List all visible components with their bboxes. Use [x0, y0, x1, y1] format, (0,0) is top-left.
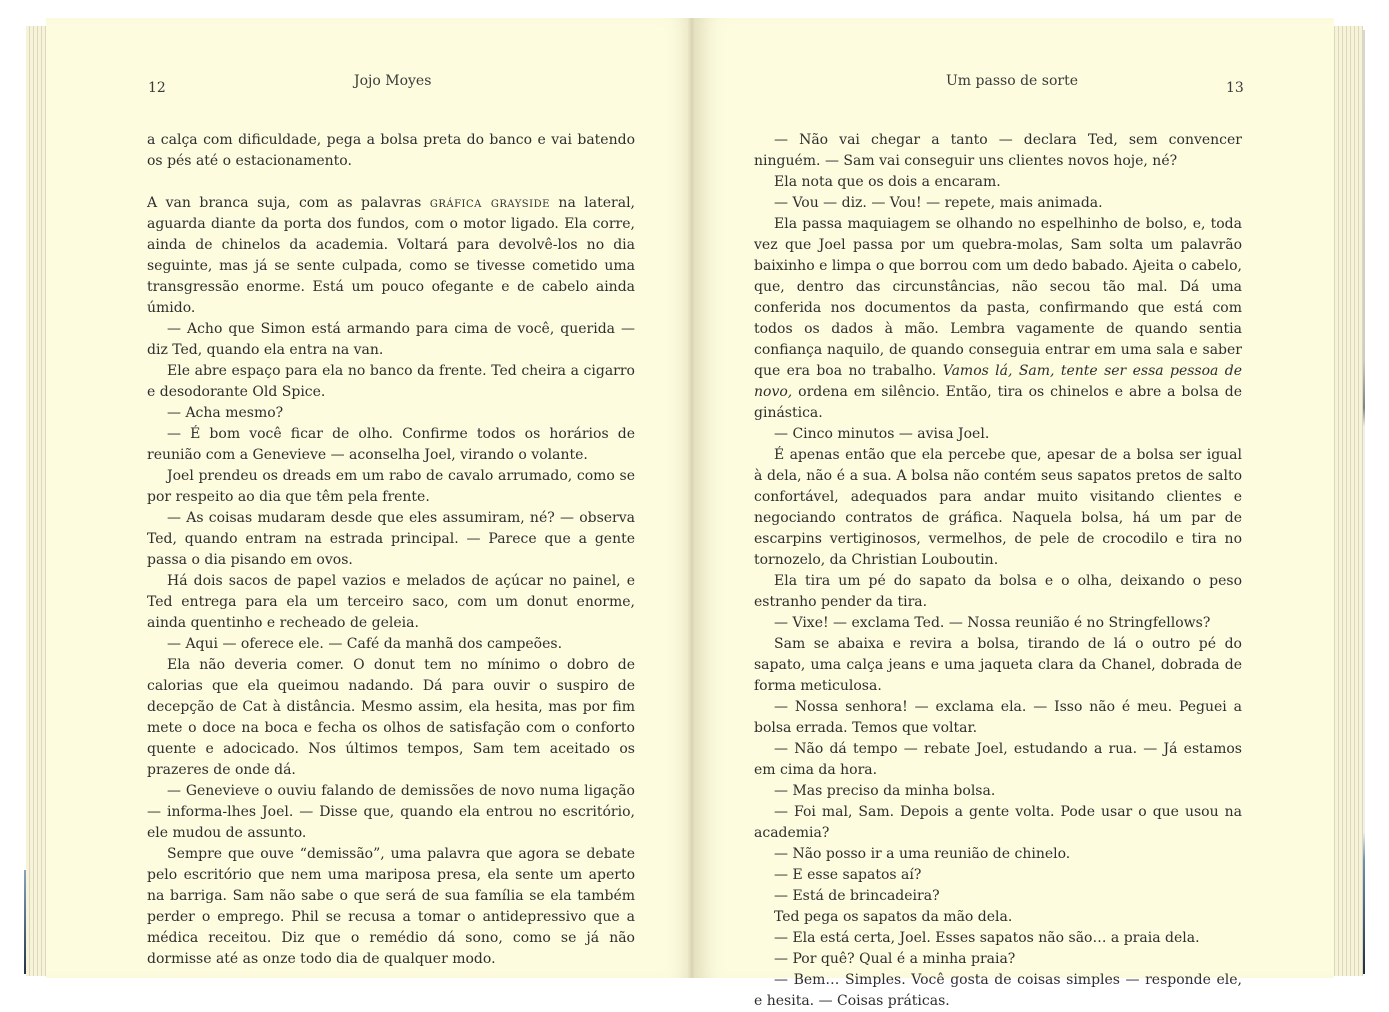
right-page	[694, 18, 1334, 1009]
paragraph: — Não dá tempo — rebate Joel, estudando a rua. — Já estamos em cima da hora.	[754, 741, 1242, 778]
paragraph: — E esse sapatos aí?	[774, 867, 922, 883]
paragraph: — Vou — diz. — Vou! — repete, mais animada.	[774, 195, 1103, 211]
paragraph: a calça com dificuldade, pega a bolsa preta do banco e vai batendo os pés até o estacionamento.	[147, 132, 635, 169]
left-body-text	[147, 130, 635, 970]
left-page-number: 12	[148, 80, 166, 96]
company-name: gráfica grayside	[429, 195, 550, 211]
paragraph: — Nossa senhora! — exclama ela. — Isso não é meu. Peguei a bolsa errada. Temos que voltar.	[754, 699, 1242, 736]
paragraph: Ele abre espaço para ela no banco da frente. Ted cheira a cigarro e desodorante Old Spice.	[147, 363, 635, 400]
paragraph: Há dois sacos de papel vazios e melados de açúcar no painel, e Ted entrega para ela um terceiro saco, com um donut enorme, ainda quentinho e recheado de geleia.	[147, 573, 635, 631]
paragraph: — Ela está certa, Joel. Esses sapatos não são… a praia dela.	[774, 930, 1200, 946]
left-page	[46, 18, 696, 978]
paragraph: Ela passa maquiagem se olhando no espelhinho de bolso, e, toda vez que Joel passa por um quebra-molas, Sam solta um palavrão baixinho e limpa o que borrou com um dedo babado. Ajeita o cabelo, que, dentro das circunstâncias, não secou tão mal. Dá uma conferida nos documentos da pasta, confirmando que está com todos os dados à mão. Lembra vagamente de quando sentia confiança naquilo, de quando conseguia entrar em uma sala e saber que era boa no trabalho. Vamos lá, Sam, tente ser essa pessoa de novo, ordena em silêncio. Então, tira os chinelos e abre a bolsa de ginástica.	[754, 216, 1243, 421]
paragraph: — Genevieve o ouviu falando de demissões de novo numa ligação — informa-lhes Joel. — Disse que, quando ela entrou no escritório, ele mudou de assunto.	[147, 783, 635, 841]
paragraph: — Acha mesmo?	[167, 405, 284, 421]
paragraph: Ela tira um pé do sapato da bolsa e o olha, deixando o peso estranho pender da tira.	[754, 573, 1242, 610]
paragraph: Sempre que ouve “demissão”, uma palavra que agora se debate pelo escritório que nem uma mariposa presa, ela sente um aperto na barriga. Sam não sabe o que será de sua família se ela também perder o emprego. Phil se recusa a tomar o antidepressivo que a médica receitou. Diz que o remédio dá sono, como se já não dormisse até as onze todo dia de qualquer modo.	[147, 846, 635, 967]
inner-thought: Vamos lá, Sam, tente ser essa pessoa de novo,	[754, 363, 1243, 400]
paragraph: Ted pega os sapatos da mão dela.	[774, 909, 1013, 925]
paragraph: A van branca suja, com as palavras gráfica grayside na lateral, aguarda diante da porta dos fundos, com o motor ligado. Ela corre, ainda de chinelos da academia. Voltará para devolvê-los no dia seguinte, mas já se sente culpada, como se tivesse cometido uma transgressão enorme. Está um pouco ofegante e de cabelo ainda úmido.	[147, 195, 636, 316]
paragraph: — Cinco minutos — avisa Joel.	[774, 426, 990, 442]
right-running-head: Um passo de sorte	[946, 73, 1078, 89]
paragraph: — Não vai chegar a tanto — declara Ted, sem convencer ninguém. — Sam vai conseguir uns clientes novos hoje, né?	[754, 132, 1242, 169]
paragraph: — Não posso ir a uma reunião de chinelo.	[774, 846, 1071, 862]
paragraph: — Acho que Simon está armando para cima de você, querida — diz Ted, quando ela entra na van.	[147, 321, 635, 358]
paragraph: — As coisas mudaram desde que eles assumiram, né? — observa Ted, quando entram na estrada principal. — Parece que a gente passa o dia pisando em ovos.	[147, 510, 635, 568]
section-break	[147, 172, 635, 193]
paragraph: É apenas então que ela percebe que, apesar de a bolsa ser igual à dela, não é a sua. A bolsa não contém seus sapatos pretos de salto confortável, adequados para andar muito visitando clientes e negociando contratos de gráfica. Naquela bolsa, há um par de escarpins vertiginosos, vermelhos, de pele de crocodilo e tira no tornozelo, da Christian Louboutin.	[754, 447, 1242, 568]
paragraph: — Vixe! — exclama Ted. — Nossa reunião é no Stringfellows?	[774, 615, 1211, 631]
paragraph: Ela não deveria comer. O donut tem no mínimo o dobro de calorias que ela queimou nadando. Dá para ouvir o suspiro de decepção de Cat à distância. Mesmo assim, ela hesita, mas por fim mete o doce na boca e fecha os olhos de satisfação com o conforto quente e adocicado. Nos últimos tempos, Sam tem aceitado os prazeres de onde dá.	[147, 657, 635, 778]
paragraph: — Foi mal, Sam. Depois a gente volta. Pode usar o que usou na academia?	[754, 804, 1242, 841]
paragraph: — Está de brincadeira?	[774, 888, 940, 904]
right-page-number: 13	[1226, 80, 1244, 96]
paragraph: — Por quê? Qual é a minha praia?	[774, 951, 1016, 967]
paragraph: Sam se abaixa e revira a bolsa, tirando de lá o outro pé do sapato, uma calça jeans e uma jaqueta clara da Chanel, dobrada de forma meticulosa.	[754, 636, 1242, 694]
paragraph: — Aqui — oferece ele. — Café da manhã dos campeões.	[167, 636, 563, 652]
left-running-head: Jojo Moyes	[354, 73, 432, 89]
paragraph: Ela nota que os dois a encaram.	[774, 174, 1001, 190]
paragraph: — Mas preciso da minha bolsa.	[774, 783, 996, 799]
right-body-text	[754, 130, 1242, 1012]
paragraph: Joel prendeu os dreads em um rabo de cavalo arrumado, como se por respeito ao dia que têm pela frente.	[147, 468, 635, 505]
paragraph: — Bem… Simples. Você gosta de coisas simples — responde ele, e hesita. — Coisas práticas.	[754, 972, 1242, 1009]
paragraph: — É bom você ficar de olho. Confirme todos os horários de reunião com a Genevieve — aconselha Joel, virando o volante.	[147, 426, 635, 463]
